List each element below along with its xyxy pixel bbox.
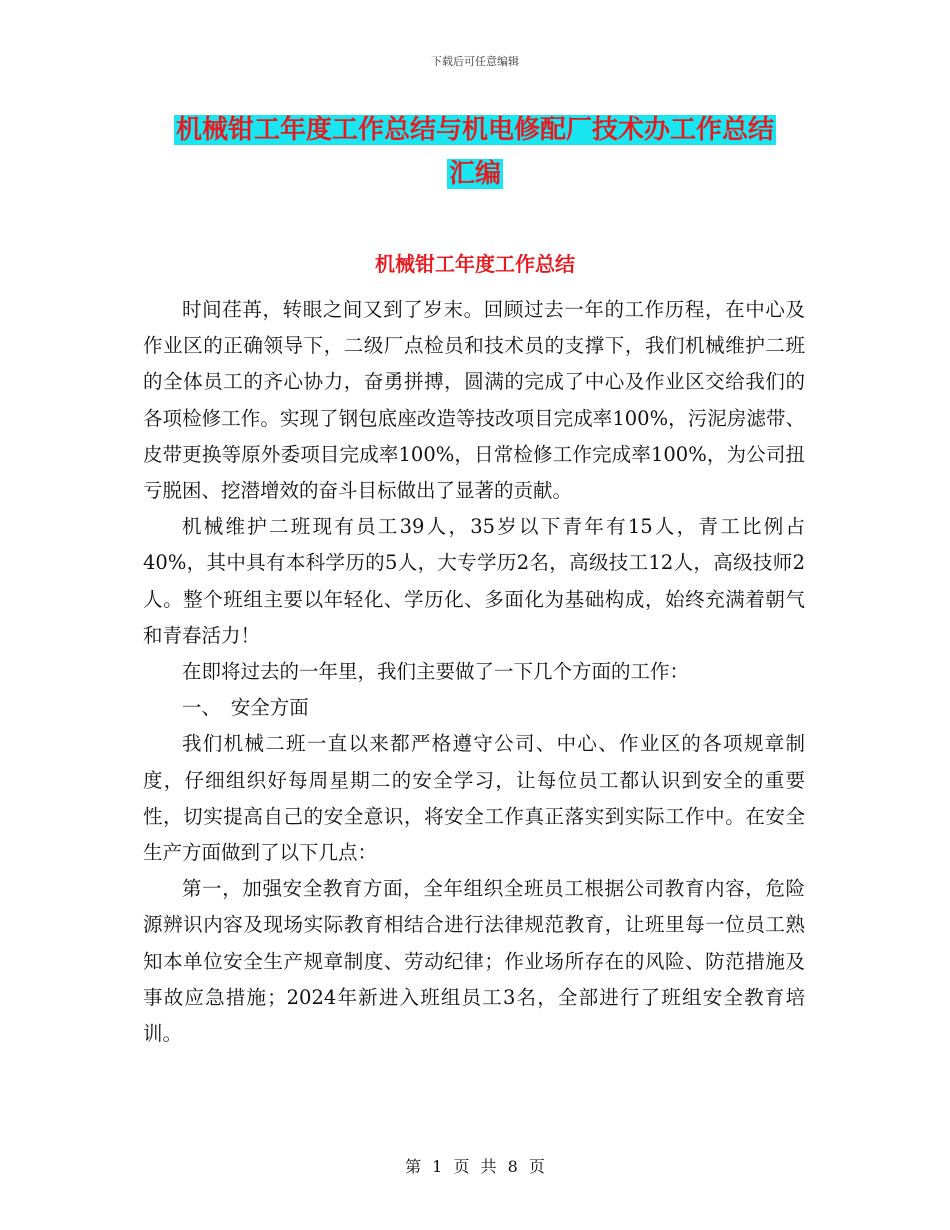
paragraph: 第一，加强安全教育方面，全年组织全班员工根据公司教育内容，危险源辨识内容及现场实际教育相结合进行法律规范教育，让班里每一位员工熟知本单位安全生产规章制度、劳动纪律；作业场所存在的风险、防范措施及事故应急措施；2024年新进入班组员工3名，全部进行了班组安全教育培训。 — [143, 877, 805, 1046]
page-footer: 第 1 页 共 8 页 — [405, 1157, 545, 1176]
document-title-line-2 — [0, 154, 950, 194]
section-title: 机械钳工年度工作总结 — [375, 252, 575, 276]
paragraph: 我们机械二班一直以来都严格遵守公司、中心、作业区的各项规章制度，仔细组织好每周星期二的安全学习，让每位员工都认识到安全的重要性，切实提高自己的安全意识，将安全工作真正落实到实际工作中。在安全生产方面做到了以下几点： — [143, 732, 805, 865]
paragraph: 在即将过去的一年里，我们主要做了一下几个方面的工作： — [182, 660, 690, 684]
subheading: 一、 安全方面 — [182, 696, 309, 720]
document-title-line-1 — [0, 110, 950, 150]
title-highlight: 汇编 — [448, 159, 501, 189]
title-highlight: 机械钳工年度工作总结与机电修配厂技术办工作总结 — [175, 115, 774, 145]
paragraph: 机械维护二班现有员工39人，35岁以下青年有15人，青工比例占40%，其中具有本科学历的5人，大专学历2名，高级技工12人，高级技师2人。整个班组主要以年轻化、学历化、多面化为基础构成，始终充满着朝气和青春活力！ — [143, 515, 805, 647]
header-note: 下载后可任意编辑 — [431, 55, 519, 68]
paragraph: 时间荏苒，转眼之间又到了岁末。回顾过去一年的工作历程，在中心及作业区的正确领导下，二级厂点检员和技术员的支撑下，我们机械维护二班的全体员工的齐心协力，奋勇拼搏，圆满的完成了中心及作业区交给我们的各项检修工作。实现了钢包底座改造等技改项目完成率100%，污泥房滤带、皮带更换等原外委项目完成率100%，日常检修工作完成率100%，为公司扭亏脱困、挖潜增效的奋斗目标做出了显著的贡献。 — [143, 298, 805, 503]
document-body — [143, 292, 805, 1052]
